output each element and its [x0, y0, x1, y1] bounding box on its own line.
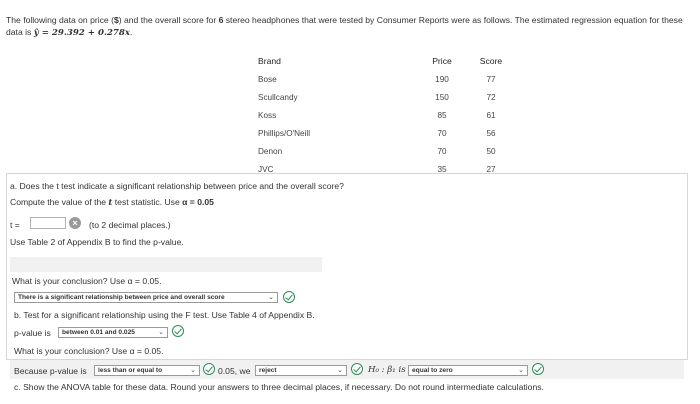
t-symbol: t [108, 198, 113, 208]
check-circle-icon [172, 325, 184, 337]
data-table [250, 52, 518, 178]
hypothesis-label: H₀ : β₁ is [368, 365, 406, 375]
reject-select[interactable]: reject ⌄ [255, 365, 347, 376]
intro-count: 6 [218, 15, 224, 25]
section-right-border [687, 173, 688, 359]
use-table-instruction: Use Table 2 of Appendix B to find the p-value. [10, 237, 184, 247]
conclusion-question-b: What is your conclusion? Use α = 0.05. [14, 346, 164, 356]
table-row [250, 106, 518, 124]
t-label: t = [10, 220, 20, 230]
table-header-row [250, 52, 518, 70]
chevron-down-icon: ⌄ [190, 367, 196, 374]
regression-equation: ŷ = 29.392 + 0.278x [33, 28, 131, 38]
cell-score: 27 [486, 164, 496, 174]
cell-price: 85 [437, 110, 447, 120]
table-row [250, 124, 518, 142]
because-label: Because p-value is [14, 366, 87, 376]
cell-score: 56 [486, 128, 496, 138]
intro-end: . [130, 27, 133, 37]
x-circle-icon: × [69, 217, 81, 229]
intro-text [6, 14, 696, 39]
conclusion-row-background [10, 257, 322, 272]
intro-part-2: ) and the overall score for [118, 15, 219, 25]
chevron-down-icon: ⌄ [518, 367, 524, 374]
intro-part-3: stereo headphones that were tested by Consumer Reports were as follows. The estimated regression equation for these data is [6, 15, 683, 37]
part-a-question: a. Does the t test indicate a significant relationship between price and the overall score? [10, 181, 344, 191]
conclusion-select-a[interactable]: There is a significant relationship between price and overall score ⌄ [14, 292, 278, 303]
check-circle-icon [351, 363, 363, 375]
cell-score: 61 [486, 110, 496, 120]
part-b-question: b. Test for a significant relationship using the F test. Use Table 4 of Appendix B. [14, 310, 315, 320]
decimals-note: (to 2 decimal places.) [89, 220, 171, 230]
because-select[interactable]: less than or equal to ⌄ [94, 365, 200, 376]
alpha-value: α = 0.05 [182, 197, 214, 207]
pvalue-label-b: p-value is [14, 328, 51, 338]
t-value-input[interactable] [30, 217, 66, 229]
check-circle-icon [532, 363, 544, 375]
cell-score: 72 [486, 92, 496, 102]
intro-currency: $ [113, 15, 119, 25]
chevron-down-icon: ⌄ [337, 367, 343, 374]
pvalue-select-b[interactable]: between 0.01 and 0.025 ⌄ [58, 327, 168, 338]
part-c-instruction: c. Show the ANOVA table for these data. Round your answers to three decimal places, if necessary. Do not round intermediate calculations. [14, 382, 544, 392]
section-top-border [6, 173, 688, 174]
cell-price: 35 [437, 164, 447, 174]
hypothesis-select[interactable]: equal to zero ⌄ [408, 365, 528, 376]
cell-brand: Scullcandy [258, 92, 298, 102]
table-row [250, 160, 518, 178]
section-left-border [6, 173, 7, 359]
cell-brand: Koss [258, 110, 277, 120]
cell-brand: Denon [258, 146, 283, 156]
header-score: Score [479, 56, 503, 66]
cell-brand: Phillips/O'Neill [258, 128, 311, 138]
chevron-down-icon: ⌄ [158, 329, 164, 336]
check-circle-icon [203, 363, 215, 375]
table-row [250, 70, 518, 88]
because-mid-text: 0.05, we [218, 366, 251, 376]
chevron-down-icon: ⌄ [268, 294, 274, 301]
compute-t-instruction: Compute the value of the t test statistic. Use α = 0.05 [10, 197, 214, 208]
cell-price: 190 [435, 74, 449, 84]
cell-price: 70 [437, 128, 447, 138]
table-row [250, 142, 518, 160]
table-row [250, 88, 518, 106]
cell-score: 50 [486, 146, 496, 156]
header-price: Price [432, 56, 452, 66]
cell-brand: Bose [258, 74, 277, 84]
cell-brand: JVC [258, 164, 274, 174]
conclusion-question-a: What is your conclusion? Use α = 0.05. [12, 276, 162, 286]
intro-part-1: The following data on price ( [6, 15, 114, 25]
cell-price: 150 [435, 92, 449, 102]
cell-price: 70 [437, 146, 447, 156]
cell-score: 77 [486, 74, 496, 84]
header-brand: Brand [258, 56, 281, 66]
check-circle-icon [283, 291, 295, 303]
